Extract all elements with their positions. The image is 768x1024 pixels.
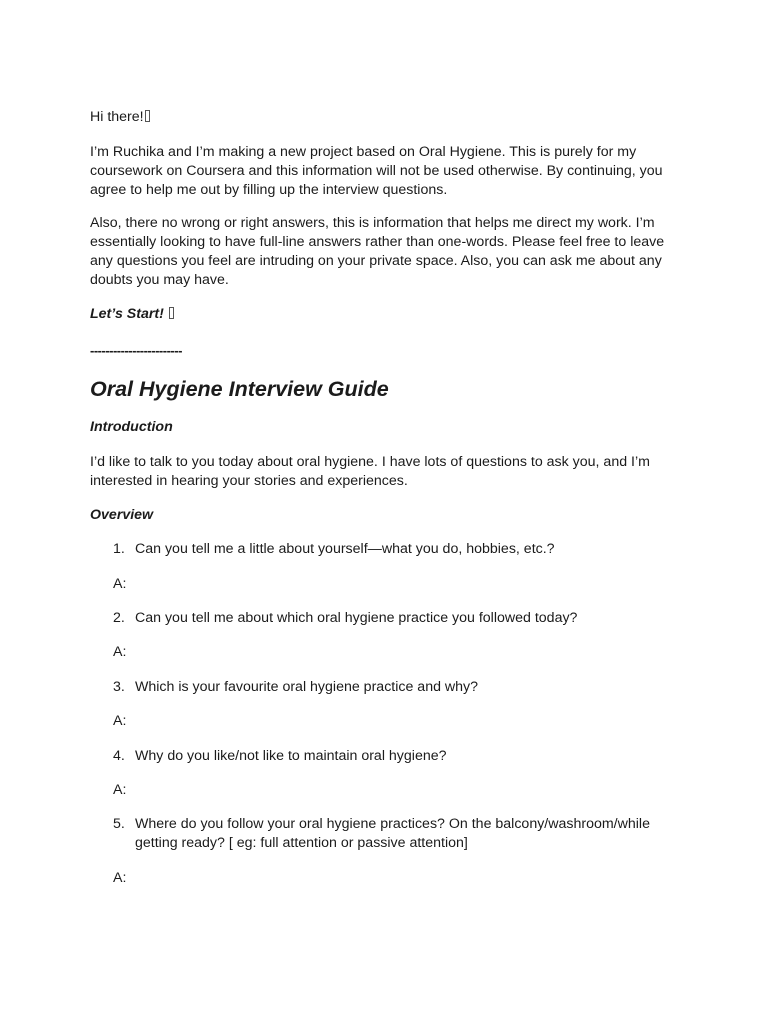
question-text: Where do you follow your oral hygiene practices? On the balcony/washroom/while getting ready? [ eg: full attention or passive attention]: [135, 816, 650, 851]
emoji-placeholder-icon: [145, 110, 150, 122]
answer-label: A:: [113, 644, 127, 660]
overview-heading: Overview: [90, 507, 154, 523]
guide-title: Oral Hygiene Interview Guide: [90, 377, 389, 401]
intro-paragraph-1: I’m Ruchika and I’m making a new project based on Oral Hygiene. This is purely for my coursework on Coursera and this information will not be used otherwise. By continuing, you agree to help me out by filling up the interview questions.: [90, 144, 663, 198]
question-number: 1.: [113, 541, 125, 557]
introduction-heading: Introduction: [90, 419, 173, 435]
lets-start-line: [90, 305, 690, 324]
question-text: Why do you like/not like to maintain oral hygiene?: [135, 748, 447, 764]
emoji-placeholder-icon: [169, 307, 174, 319]
question-number: 2.: [113, 610, 125, 626]
question-text: Which is your favourite oral hygiene practice and why?: [135, 679, 479, 695]
section-divider: ------------------------: [90, 343, 182, 358]
question-number: 3.: [113, 679, 125, 695]
question-text: Can you tell me about which oral hygiene practice you followed today?: [135, 610, 578, 626]
intro-paragraph-2: Also, there no wrong or right answers, this is information that helps me direct my work. I’m essentially looking to have full-line answers rather than one-words. Please feel free to leave any questions you feel are intruding on your private space. Also, you can ask me about any doubts you may have.: [90, 215, 665, 288]
greeting-line: [90, 108, 690, 127]
question-number: 4.: [113, 748, 125, 764]
answer-label: A:: [113, 713, 127, 729]
answer-label: A:: [113, 576, 127, 592]
question-text: Can you tell me a little about yourself—what you do, hobbies, etc.?: [135, 541, 555, 557]
answer-label: A:: [113, 782, 127, 798]
question-number: 5.: [113, 816, 125, 832]
answer-label: A:: [113, 870, 127, 886]
lets-start-text: Let’s Start!: [90, 306, 164, 322]
greeting-text: Hi there!: [90, 109, 144, 125]
introduction-text: I’d like to talk to you today about oral hygiene. I have lots of questions to ask you, and I’m interested in hearing your stories and experiences.: [90, 454, 650, 489]
